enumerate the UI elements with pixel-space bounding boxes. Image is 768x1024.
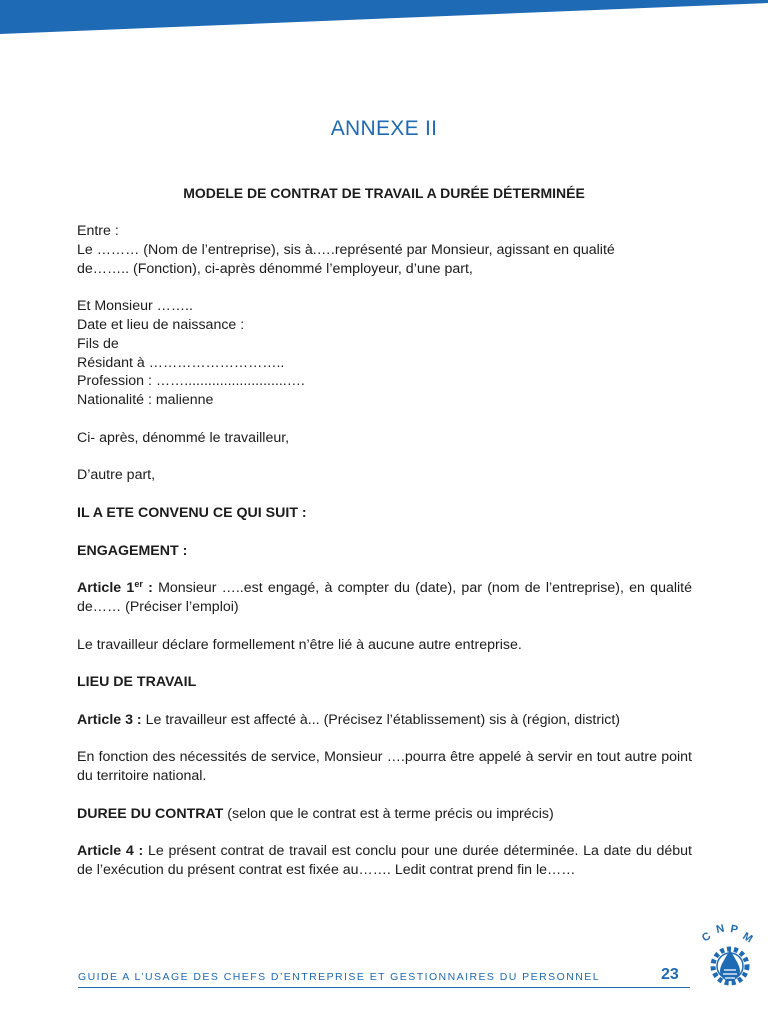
worker-residence: Résidant à ………………………..	[77, 354, 285, 371]
article-3: Article 3 : Le travailleur est affecté à... (Précisez l’établissement) sis à (région, district)	[77, 711, 621, 728]
declaration-text: Le travailleur déclare formellement n’être lié à aucune autre entreprise.	[77, 636, 522, 653]
footer-guide-text: GUIDE A L’USAGE DES CHEFS D’ENTREPRISE ET GESTIONNAIRES DU PERSONNEL	[78, 971, 601, 983]
logo-letter-c: C	[699, 930, 714, 945]
service-text: En fonction des nécessités de service, Monsieur ….pourra être appelé à servir en tout autre point du territoire national.	[77, 749, 692, 785]
document-subtitle: MODELE DE CONTRAT DE TRAVAIL A DURÉE DÉTERMINÉE	[183, 185, 585, 201]
article-3-label: Article 3 :	[77, 711, 142, 728]
logo-letter-p: P	[729, 923, 739, 937]
page-number: 23	[661, 966, 679, 983]
agreed-heading: IL A ETE CONVENU CE QUI SUIT :	[77, 504, 307, 521]
cnpm-logo-icon	[694, 920, 760, 990]
logo-letter-n: N	[715, 922, 726, 936]
contract-body	[77, 222, 692, 880]
employer-line-1: Le ……… (Nom de l’entreprise), sis à.….représenté par Monsieur, agissant en qualité	[77, 241, 615, 258]
engagement-heading: ENGAGEMENT :	[77, 542, 188, 559]
article-1-label: Article 1er :	[77, 579, 153, 597]
lieu-heading: LIEU DE TRAVAIL	[77, 674, 197, 691]
footer-divider	[78, 987, 690, 988]
worker-fils: Fils de	[77, 335, 119, 352]
worker-nationality: Nationalité : malienne	[77, 392, 214, 409]
article-4: Article 4 : Le présent contrat de travail est conclu pour une durée déterminée. La date du début de l’exécution du présent contrat est fixée au……. Ledit contrat prend fin le……	[77, 843, 692, 879]
worker-birth: Date et lieu de naissance :	[77, 316, 245, 333]
article-1: Article 1er : Monsieur …..est engagé, à compter du (date), par (nom de l’entreprise), en qualité de…… (Préciser l’emploi)	[77, 579, 692, 615]
worker-name: Et Monsieur ……..	[77, 298, 193, 315]
worker-denomination: Ci- après, dénommé le travailleur,	[77, 429, 290, 446]
logo-letter-m: M	[740, 930, 755, 946]
page-title: ANNEXE II	[330, 117, 438, 140]
employer-line-2: de…….. (Fonction), ci-après dénommé l’employeur, d’une part,	[77, 260, 473, 277]
entre-label: Entre :	[77, 223, 119, 239]
other-part: D’autre part,	[77, 467, 156, 484]
header-band	[0, 0, 768, 40]
article-4-label: Article 4 :	[77, 843, 144, 860]
worker-profession: Profession : ……..........................….	[77, 373, 305, 390]
duree-heading: DUREE DU CONTRAT (selon que le contrat est à terme précis ou imprécis)	[77, 805, 554, 822]
